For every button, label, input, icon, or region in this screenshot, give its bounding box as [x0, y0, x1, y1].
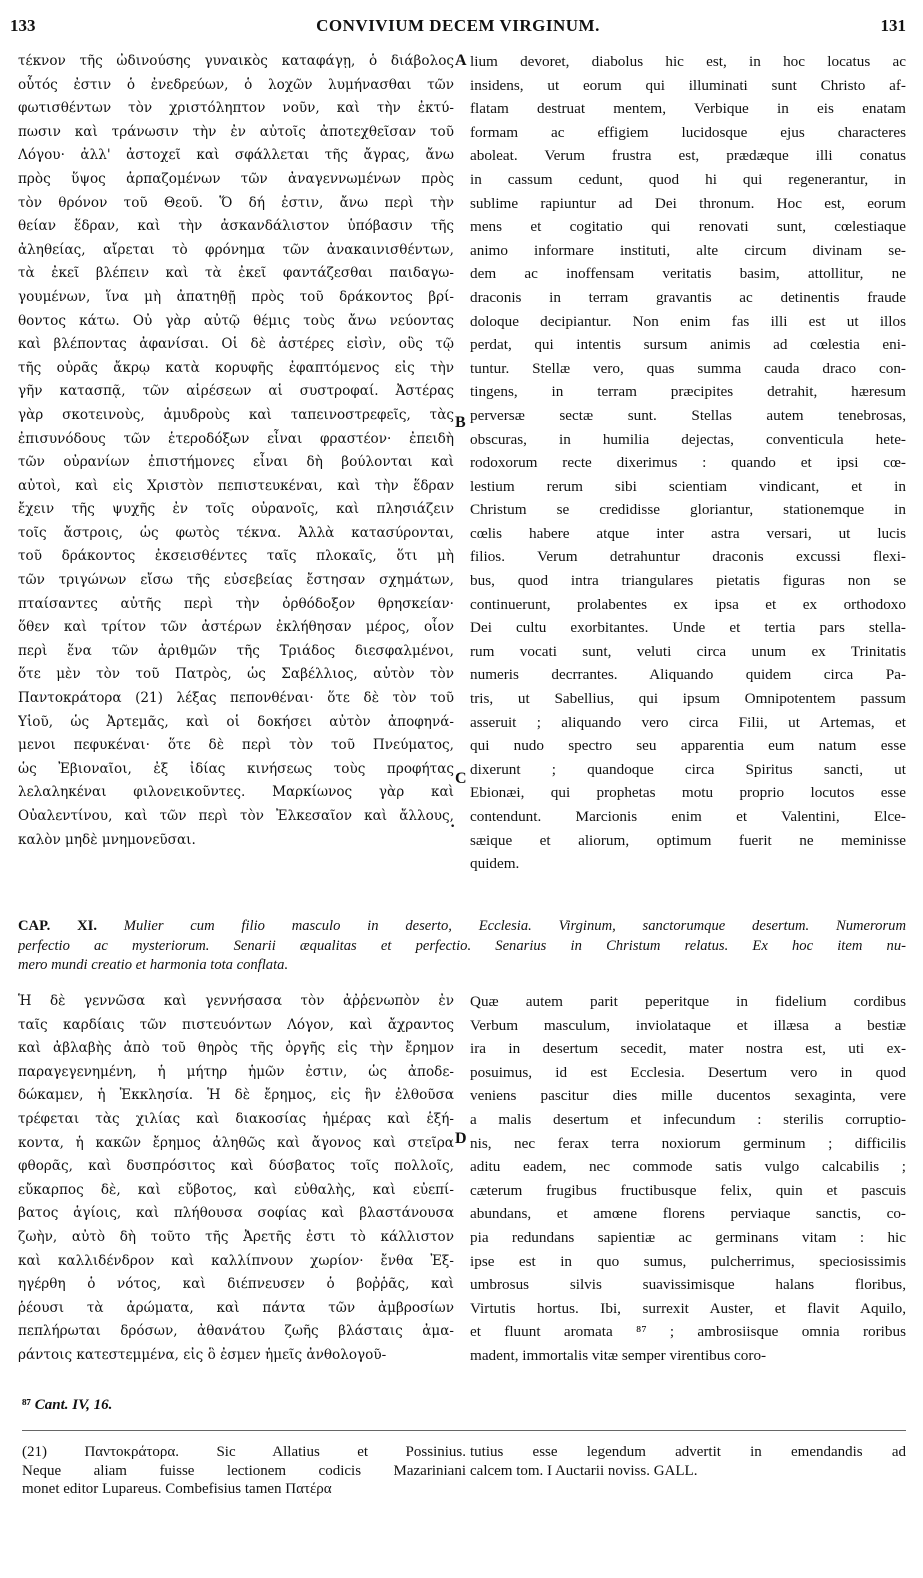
- greek-line: ράντοις κατεστεμμένα, εἰς ὃ ἐσμεν ἡμεῖς ἀνθολογοῦ-: [18, 1346, 387, 1363]
- latin-line: et fluunt aromata ⁸⁷ ; ambrosiisque omnia roribus: [470, 1323, 906, 1341]
- latin-line: nis, nec ferax terra noxiorum germinum ; difficilis: [470, 1134, 906, 1152]
- latin-line: contendunt. Marcionis enim et Valentini, Elce-: [470, 808, 906, 825]
- latin-line: in cassum cedunt, quod hi qui regenerantur, in: [470, 170, 906, 188]
- chapter-summary: [18, 917, 906, 976]
- latin-line: aboleat. Verum frustra est, prædæque illi conatus: [470, 147, 906, 165]
- running-title: CONVIVIUM DECEM VIRGINUM.: [316, 16, 600, 35]
- footnote-divider: [22, 1430, 906, 1431]
- latin-line: cœlis habere atque inter astra versari, ut lucis: [470, 524, 906, 542]
- greek-line: ἔχειν τῆς ψυχῆς ἐν τοῖς οὐρανοῖς, καὶ πλησιάζειν: [18, 501, 454, 518]
- greek-line: περὶ ἕνα τῶν ἀριθμῶν τῆς Τριάδος διεσφαλμένοι,: [18, 642, 454, 659]
- greek-line: ὅτε μὲν τὸν τοῦ Πατρὸς, ὡς Σαβέλλιος, αὐτὸν τὸν: [18, 666, 454, 683]
- greek-line: τῶν τριγώνων εἴσω τῆς εὐσεβείας ἔστησαν σχημάτων,: [18, 572, 454, 589]
- latin-line: abundans, et amœne florens perviaque sanctis, co-: [470, 1205, 906, 1223]
- chapter-summary-line: perfectio ac mysteriorum. Senarii æqualitas et perfectio. Senarius in Christum relatus. Ex hoc item nu-: [18, 937, 906, 954]
- latin-line: ira in desertum secedit, mater nostra est, uti ex-: [470, 1040, 906, 1058]
- greek-line: καλὸν μηδὲ μνημονεῦσαι.: [18, 831, 196, 848]
- greek-line: φθορᾶς, καὶ δυσπρόσιτος καὶ δύσβατος τοῖς πολλοῖς,: [18, 1158, 454, 1175]
- latin-text-upper: [470, 50, 906, 876]
- greek-line: κοντα, ἡ κακῶν ἔρημος ἀληθῶς καὶ ἄγονος καὶ στεῖρα: [18, 1134, 454, 1151]
- greek-line: τὰ ἐκεῖ βλέπειν καὶ τὰ ἐκεῖ φαντάζεσθαι παιδαγω-: [18, 265, 454, 282]
- greek-text-upper: [18, 50, 454, 852]
- latin-line: dem ac inoffensam veritatis basim, attollitur, ne: [470, 265, 906, 283]
- running-header: [10, 16, 906, 40]
- latin-line: tingens, in terram præcipites detrahit, hæresum: [470, 383, 906, 401]
- latin-line: sublime rapiuntur ad Dei thronum. Hoc est, eorum: [470, 194, 906, 212]
- greek-line: τῶν οὐρανίων ἐπιστήμονες εἶναι δὴ βούλονται καὶ: [18, 454, 454, 471]
- latin-line: tris, ut Sabellius, qui ipsum Omnipotentem passum: [470, 690, 906, 708]
- latin-line: filios. Verum detrahuntur draconis excussi flexi-: [470, 548, 906, 566]
- latin-line: perdat, qui intentis sursum animis ad cœlestia eni-: [470, 336, 906, 354]
- greek-line: πεπλήρωται δρόσων, ἀθανάτου ζωῆς βλάσταις ἀμα-: [18, 1323, 454, 1340]
- latin-line: rodoxorum recte dixerimus : quando et ipsi cœ-: [470, 454, 906, 472]
- latin-line: draconis in terram gravantis ac detinentis fraude: [470, 288, 906, 306]
- greek-line: θοντος κάτω. Οὐ γὰρ αὐτῷ θέμις τοὺς ἄνω νεύοντας: [18, 312, 454, 329]
- footnote-line: (21) Παντοκράτορα. Sic Allatius et Possinius.: [22, 1444, 466, 1460]
- footnote-line: monet editor Lupareus. Combefisius tamen Πατέρα: [22, 1481, 332, 1497]
- greek-line: μενοι πεφυκέναι· ὅτε δὲ περὶ τὸν τοῦ Πνεύματος,: [18, 737, 454, 754]
- greek-line: τὸν θρόνον τοῦ Θεοῦ. Ὅ δή ἐστιν, ἄνω περὶ τὴν: [18, 194, 454, 211]
- greek-line: πωσιν καὶ τράνωσιν τὴν ἐν αὐτοῖς ἀποτεχθεῖσαν τοῦ: [18, 123, 454, 140]
- greek-line: ῥέουσι τὰ ἀρώματα, καὶ πάντα τῶν ἀμβροσίων: [18, 1299, 454, 1316]
- latin-line: Dei cultu exorbitantes. Unde et tertia pars stella-: [470, 619, 906, 637]
- latin-line: bus, quod intra triangulares pietatis figuras non se: [470, 572, 906, 590]
- latin-line: mens et cogitatio qui renovati sunt, cœlestiaque: [470, 218, 906, 236]
- latin-line: Christum se credidisse gloriantur, stationemque in: [470, 501, 906, 519]
- chapter-summary-line: mero mundi creatio et harmonia tota conflata.: [18, 957, 289, 973]
- latin-line: formam ac effigiem lucidosque ejus characteres: [470, 123, 906, 141]
- greek-line: γουμένων, ἵνα μὴ ἀπατηθῇ πρὸς τοῦ δράκοντος βρί-: [18, 288, 454, 305]
- latin-line: tuntur. Stellæ vero, quas summa cauda draco con-: [470, 359, 906, 377]
- margin-marker-c: C: [455, 770, 467, 787]
- greek-line: τέκνον τῆς ὠδινούσης γυναικὸς καταφάγῃ, ὁ διάβολος: [18, 53, 454, 69]
- greek-line: ταῖς καρδίαις τῶν πιστευόντων Λόγον, καὶ ἄχραντος: [18, 1016, 454, 1033]
- greek-line: δώκαμεν, ἡ Ἐκκλησία. Ἡ δὲ ἔρημος, εἰς ἣν ἐλθοῦσα: [18, 1087, 454, 1104]
- margin-marker-dot: ·: [450, 818, 456, 835]
- latin-line: perversæ sectæ sunt. Stellas autem tenebrosas,: [470, 406, 906, 424]
- greek-line: καὶ ἀβλαβὴς ἀπὸ τοῦ θηρὸς τῆς ὀργῆς εἰς τὴν ἔρημον: [18, 1040, 454, 1057]
- footnote-line: Neque aliam fuisse lectionem codicis Mazariniani: [22, 1462, 466, 1479]
- footnote-line: tutius esse legendum advertit in emendandis ad: [470, 1444, 906, 1460]
- latin-line: asseruit ; aliquando vero circa Filii, ut Artemas, et: [470, 713, 906, 731]
- reference-text: Cant. IV, 16.: [34, 1397, 113, 1413]
- latin-line: aditu eadem, nec commode satis vulgo calcabilis ;: [470, 1158, 906, 1176]
- greek-line: πρὸς ὕψος ἁρπαζομένων τῶν ἀναγεννωμένων πρὸς: [18, 170, 454, 187]
- greek-line: λελαληκέναι φιλονεικοῦντες. Μαρκίωνος γὰρ καὶ: [18, 784, 454, 801]
- greek-line: πταίσαντες αὐτῆς περὶ τὴν ὀρθόδοξον θρησκείαν·: [18, 595, 454, 612]
- latin-line: veniens pascitur dies mille ducentos sexaginta, vere: [470, 1087, 906, 1105]
- footnotes-right: [470, 1443, 906, 1480]
- greek-line: τῆς οὐρᾶς ἄκρῳ κατὰ κορυφῆς ἐφαπτόμενος εἰς τὴν: [18, 359, 454, 376]
- greek-line: βατος ἁγίοις, καὶ πλήθουσα σοφίας καὶ βλαστάνουσα: [18, 1205, 454, 1222]
- latin-line: qui nudo spectro seu apparentia eum natum esse: [470, 737, 906, 755]
- latin-line: posuimus, id est Ecclesia. Desertum vero in quod: [470, 1063, 906, 1081]
- latin-line: rum vocati sunt, veluti circa unum ex Trinitatis: [470, 642, 906, 660]
- greek-line: Λόγου· ἀλλ' ἀστοχεῖ καὶ σφάλλεται τῆς ἄγρας, ἄνω: [18, 147, 454, 164]
- latin-line: continuerunt, prolabentes ex ipsa et ex orthodoxo: [470, 595, 906, 613]
- latin-line: sæique et aliorum, optimum fuerit ne meminisse: [470, 831, 906, 849]
- latin-line: a malis desertum et infecundum : sterilis corruptio-: [470, 1110, 906, 1128]
- greek-line: οὗτός ἐστιν ὁ ἐνεδρεύων, ὁ λοχῶν λυμήνασθαι τῶν: [18, 76, 454, 93]
- margin-marker-b: B: [455, 414, 466, 431]
- latin-line: dixerunt ; quandoque circa Spiritus sancti, ut: [470, 760, 906, 778]
- reference-mark: ⁸⁷: [22, 1397, 31, 1413]
- latin-line: quidem.: [470, 855, 520, 873]
- greek-line: ὡς Ἐβιοναῖοι, ἐξ ἰδίας κινήσεως τοὺς προφήτας: [18, 760, 454, 777]
- scripture-reference: [22, 1397, 112, 1414]
- greek-line: ἀληθείας, αἴρεται τὸ φρόνημα τῶν ἀνακαινισθέντων,: [18, 241, 454, 258]
- latin-line: insidens, ut eorum qui illuminati sunt Christo af-: [470, 76, 906, 94]
- greek-line: φωτισθέντων τὸν χριστόληπτον νοῦν, καὶ τὴν ἐκτύ-: [18, 100, 454, 117]
- greek-line: καὶ καλλιδένδρον καὶ καλλίπνουν χωρίον· ἔνθα Ἐξ-: [18, 1252, 454, 1269]
- latin-line: Quæ autem parit peperitque in fidelium cordibus: [470, 993, 906, 1010]
- latin-line: Verbum masculum, inviolataque et illæsa a bestiæ: [470, 1016, 906, 1034]
- latin-line: flatam destruat mentem, Verbique in eis enatam: [470, 100, 906, 118]
- greek-line: αὐτοὶ, καὶ εἰς Χριστὸν πεπιστευκέναι, καὶ τὴν ἕδραν: [18, 477, 454, 494]
- greek-line: ζωὴν, αὐτὸ δὴ τοῦτο τῆς Ἀρετῆς ἐστι τὸ κάλλιστον: [18, 1228, 454, 1245]
- latin-line: Ebionæi, qui prophetas motu proprio locutos esse: [470, 784, 906, 802]
- greek-line: ὅθεν καὶ τρίτον τῶν ἀστέρων ἐκλήθησαν μέρος, οἷον: [18, 619, 454, 636]
- latin-line: lium devoret, diabolus hic est, in hoc locatus ac: [470, 53, 906, 70]
- page-number-left: 133: [10, 16, 36, 35]
- latin-line: lestium rerum sibi scientiam vindicant, et in: [470, 477, 906, 495]
- greek-line: εὔκαρπος δὲ, καὶ εὔβοτος, καὶ εὐθαλὴς, καὶ εὐεπί-: [18, 1181, 454, 1198]
- latin-line: ipse est in quo sumus, pulcherrimus, speciosissimis: [470, 1252, 906, 1270]
- greek-line: θείαν ἕδραν, καὶ τὴν ἀσκανδάλιστον ὑπόβασιν τῆς: [18, 218, 454, 235]
- latin-line: umbrosus silvis suavissimisque halans floribus,: [470, 1276, 906, 1294]
- latin-line: doloque decipiantur. Non enim fas illi est ut illos: [470, 312, 906, 330]
- greek-line: Ἡ δὲ γεννῶσα καὶ γεννήσασα τὸν ἀῤῥενωπὸν ἐν: [18, 993, 454, 1009]
- latin-line: animo informare instituti, alte circum divinam se-: [470, 241, 906, 259]
- latin-line: pia redundans sapientiæ ac germinans vitam : hic: [470, 1228, 906, 1246]
- footnotes-left: [22, 1443, 466, 1499]
- greek-line: παραγεγενημένη, ἡ μήτηρ ἡμῶν ἐστιν, ὡς ἀποδε-: [18, 1063, 454, 1080]
- greek-line: τοῦ δράκοντος ἐκσεισθέντες ταῖς πλοκαῖς, ὅτι μὴ: [18, 548, 454, 565]
- latin-line: madent, immortalis vitæ semper virentibus coro-: [470, 1346, 767, 1364]
- greek-line: Παντοκράτορα (21) λέξας πεπονθέναι· ὅτε δὲ τὸν τοῦ: [18, 690, 454, 707]
- greek-line: καὶ βλέποντας ἀφανίσαι. Οἱ δὲ ἀστέρες εἰσὶν, οὓς τῷ: [18, 336, 454, 353]
- greek-text-lower: [18, 990, 454, 1368]
- greek-line: γὰρ σκοτεινοὺς, ἀμυδροὺς καὶ ταπεινοστρεφεῖς, τὰς: [18, 406, 454, 423]
- chapter-number: CAP. XI.: [18, 918, 97, 934]
- greek-line: ἐπισυνόδους τῶν ἑτεροδόξων εἶναι φραστέον· ἐπειδὴ: [18, 430, 454, 447]
- latin-line: obscuras, in humilia dejectas, conventicula hete-: [470, 430, 906, 448]
- margin-marker-a: A: [455, 52, 467, 69]
- greek-line: Οὐαλεντίνου, καὶ τῶν περὶ τὸν Ἐλκεσαῖον καὶ ἄλλους,: [18, 808, 454, 824]
- page-number-right: 131: [880, 16, 906, 35]
- greek-line: ηγέρθη ὁ νότος, καὶ διέπνευσεν ὁ βοῤῥᾶς, καὶ: [18, 1276, 454, 1293]
- chapter-summary-line: Mulier cum filio masculo in deserto, Ecclesia. Virginum, sanctorumque desertum. Numerorum: [123, 918, 906, 934]
- greek-line: τοῖς ἄστροις, ὡς φωτὸς τέκνα. Ἀλλὰ κατασύρονται,: [18, 524, 454, 541]
- latin-line: cæterum frugibus fructibusque felix, quin et pascuis: [470, 1181, 906, 1199]
- margin-marker-d: D: [455, 1130, 467, 1147]
- latin-line: numeris decrrantes. Aliquando quidem circa Pa-: [470, 666, 906, 684]
- greek-line: γῆν κατασπᾷ, τῶν αἱρέσεων αἱ συστροφαί. Ἀστέρας: [18, 383, 454, 400]
- latin-text-lower: [470, 990, 906, 1368]
- greek-line: τρέφεται τὰς χιλίας καὶ διακοσίας ἡμέρας καὶ ἑξή-: [18, 1110, 454, 1127]
- footnote-line: calcem tom. I Auctarii noviss. GALL.: [470, 1462, 698, 1479]
- greek-line: Υἱοῦ, ὡς Ἀρτεμᾶς, καὶ οἱ δοκήσει αὐτὸν ἀποφηνά-: [18, 713, 454, 730]
- latin-line: Virtutis hortus. Ibi, surrexit Auster, et flavit Aquilo,: [470, 1299, 906, 1317]
